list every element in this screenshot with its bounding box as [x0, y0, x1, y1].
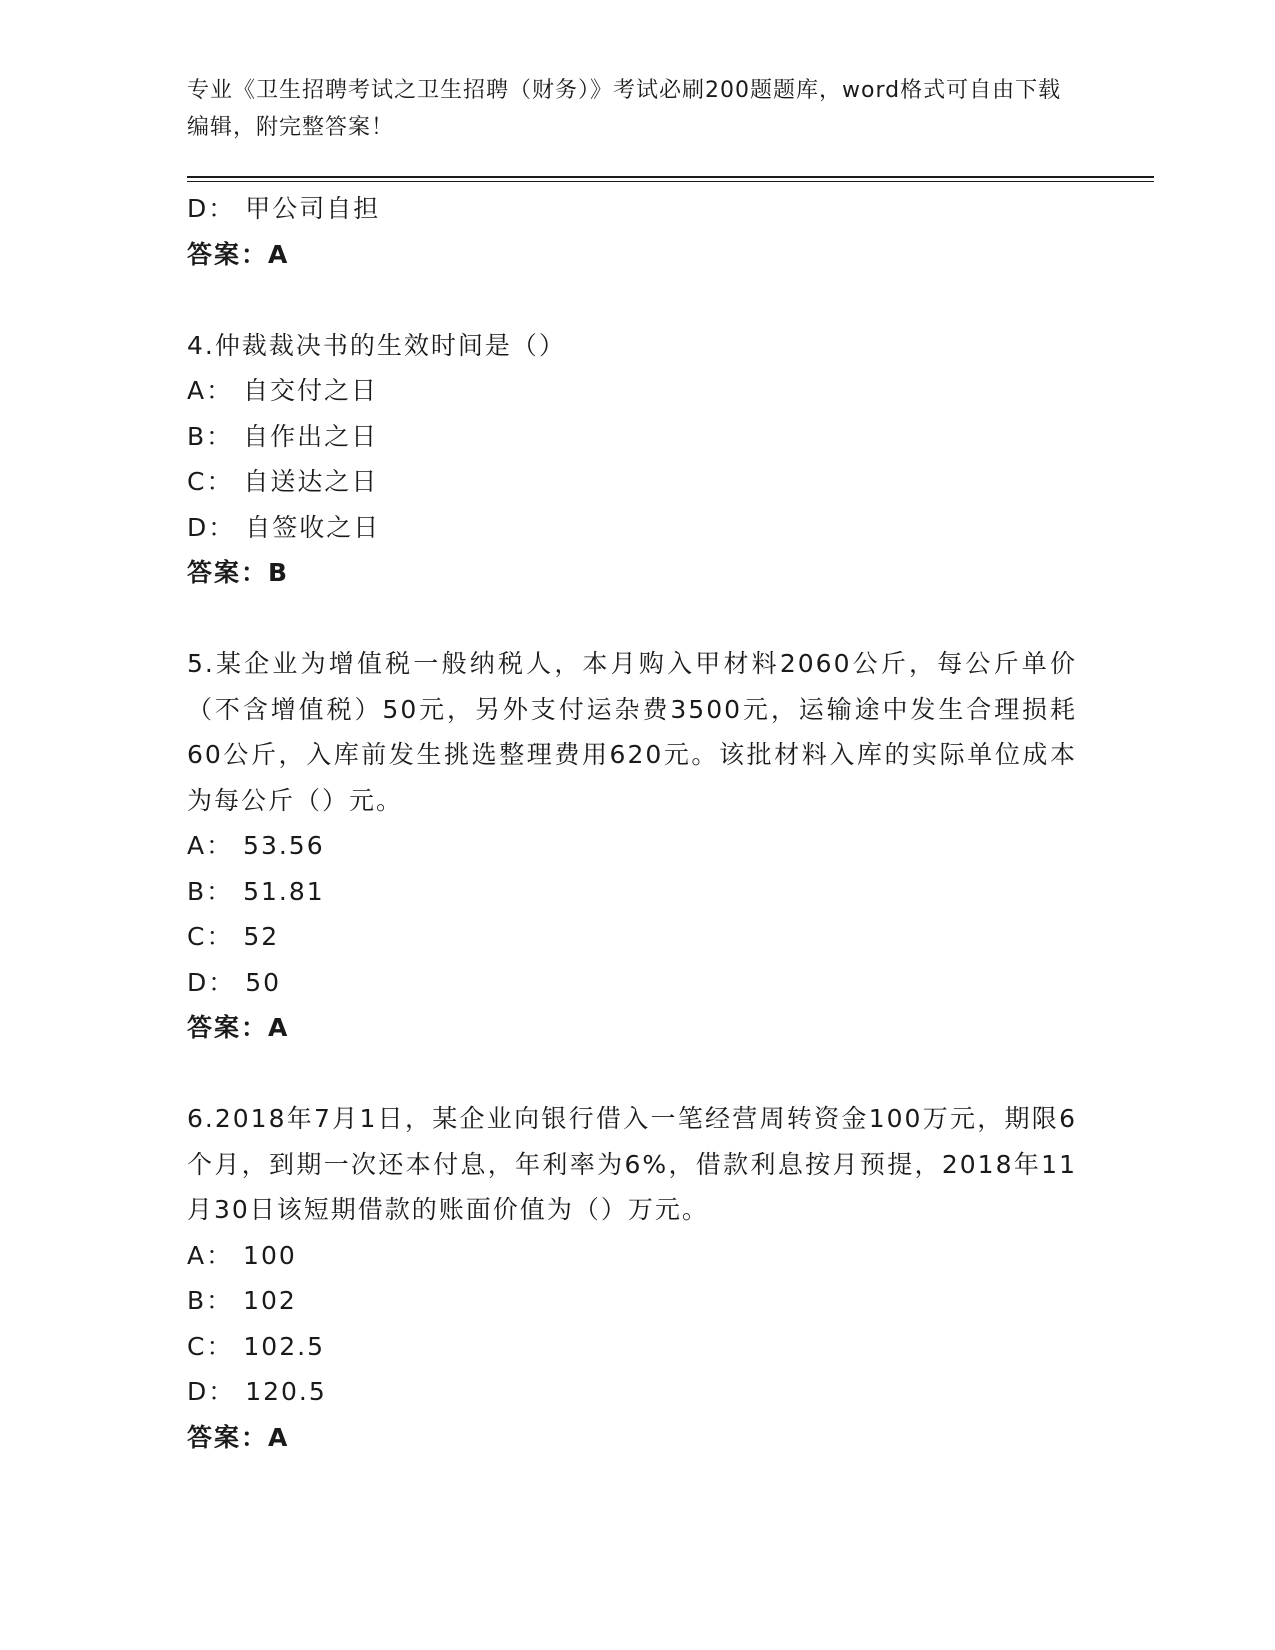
- question-stem: 5.某企业为增值税一般纳税人，本月购入甲材料2060公斤，每公斤单价（不含增值税）50元，另外支付运杂费3500元，运输途中发生合理损耗60公斤，入库前发生挑选整理费用620元。该批材料入库的实际单位成本为每公斤（）元。: [187, 649, 1077, 815]
- option-b: B： 51.81: [187, 876, 325, 906]
- option-a: A： 100: [187, 1240, 297, 1270]
- question-4: [187, 323, 1077, 596]
- option-a: A： 自交付之日: [187, 376, 379, 405]
- carryover-option-d: D： 甲公司自担: [187, 194, 381, 223]
- document-body: [187, 186, 1077, 1460]
- spacer: [187, 277, 1077, 323]
- carryover-answer: 答案：A: [187, 239, 290, 269]
- option-a: A： 53.56: [187, 831, 325, 860]
- document-header: [187, 72, 1067, 146]
- question-6: [187, 1096, 1077, 1460]
- question-5: [187, 641, 1077, 1051]
- question-answer: 答案：B: [187, 558, 290, 587]
- option-d: D： 自签收之日: [187, 512, 381, 542]
- option-c: C： 102.5: [187, 1331, 325, 1361]
- option-d: D： 120.5: [187, 1377, 327, 1406]
- option-c: C： 自送达之日: [187, 467, 379, 496]
- document-title: 专业《卫生招聘考试之卫生招聘（财务）》考试必刷200题题库，word格式可自由下载编辑，附完整答案！: [187, 78, 1062, 140]
- option-b: B： 自作出之日: [187, 421, 379, 451]
- option-c: C： 52: [187, 922, 280, 951]
- header-rule-thick: [187, 176, 1154, 178]
- question-stem: 4.仲裁裁决书的生效时间是（）: [187, 330, 566, 360]
- question-answer: 答案：A: [187, 1422, 290, 1452]
- spacer: [187, 596, 1077, 642]
- header-rule-thin: [187, 181, 1154, 182]
- option-d: D： 50: [187, 967, 282, 997]
- spacer: [187, 1051, 1077, 1097]
- question-answer: 答案：A: [187, 1013, 290, 1042]
- option-b: B： 102: [187, 1286, 297, 1315]
- question-stem: 6.2018年7月1日，某企业向银行借入一笔经营周转资金100万元，期限6个月，到期一次还本付息，年利率为6%，借款利息按月预提，2018年11月30日该短期借款的账面价值为（）万元。: [187, 1104, 1077, 1224]
